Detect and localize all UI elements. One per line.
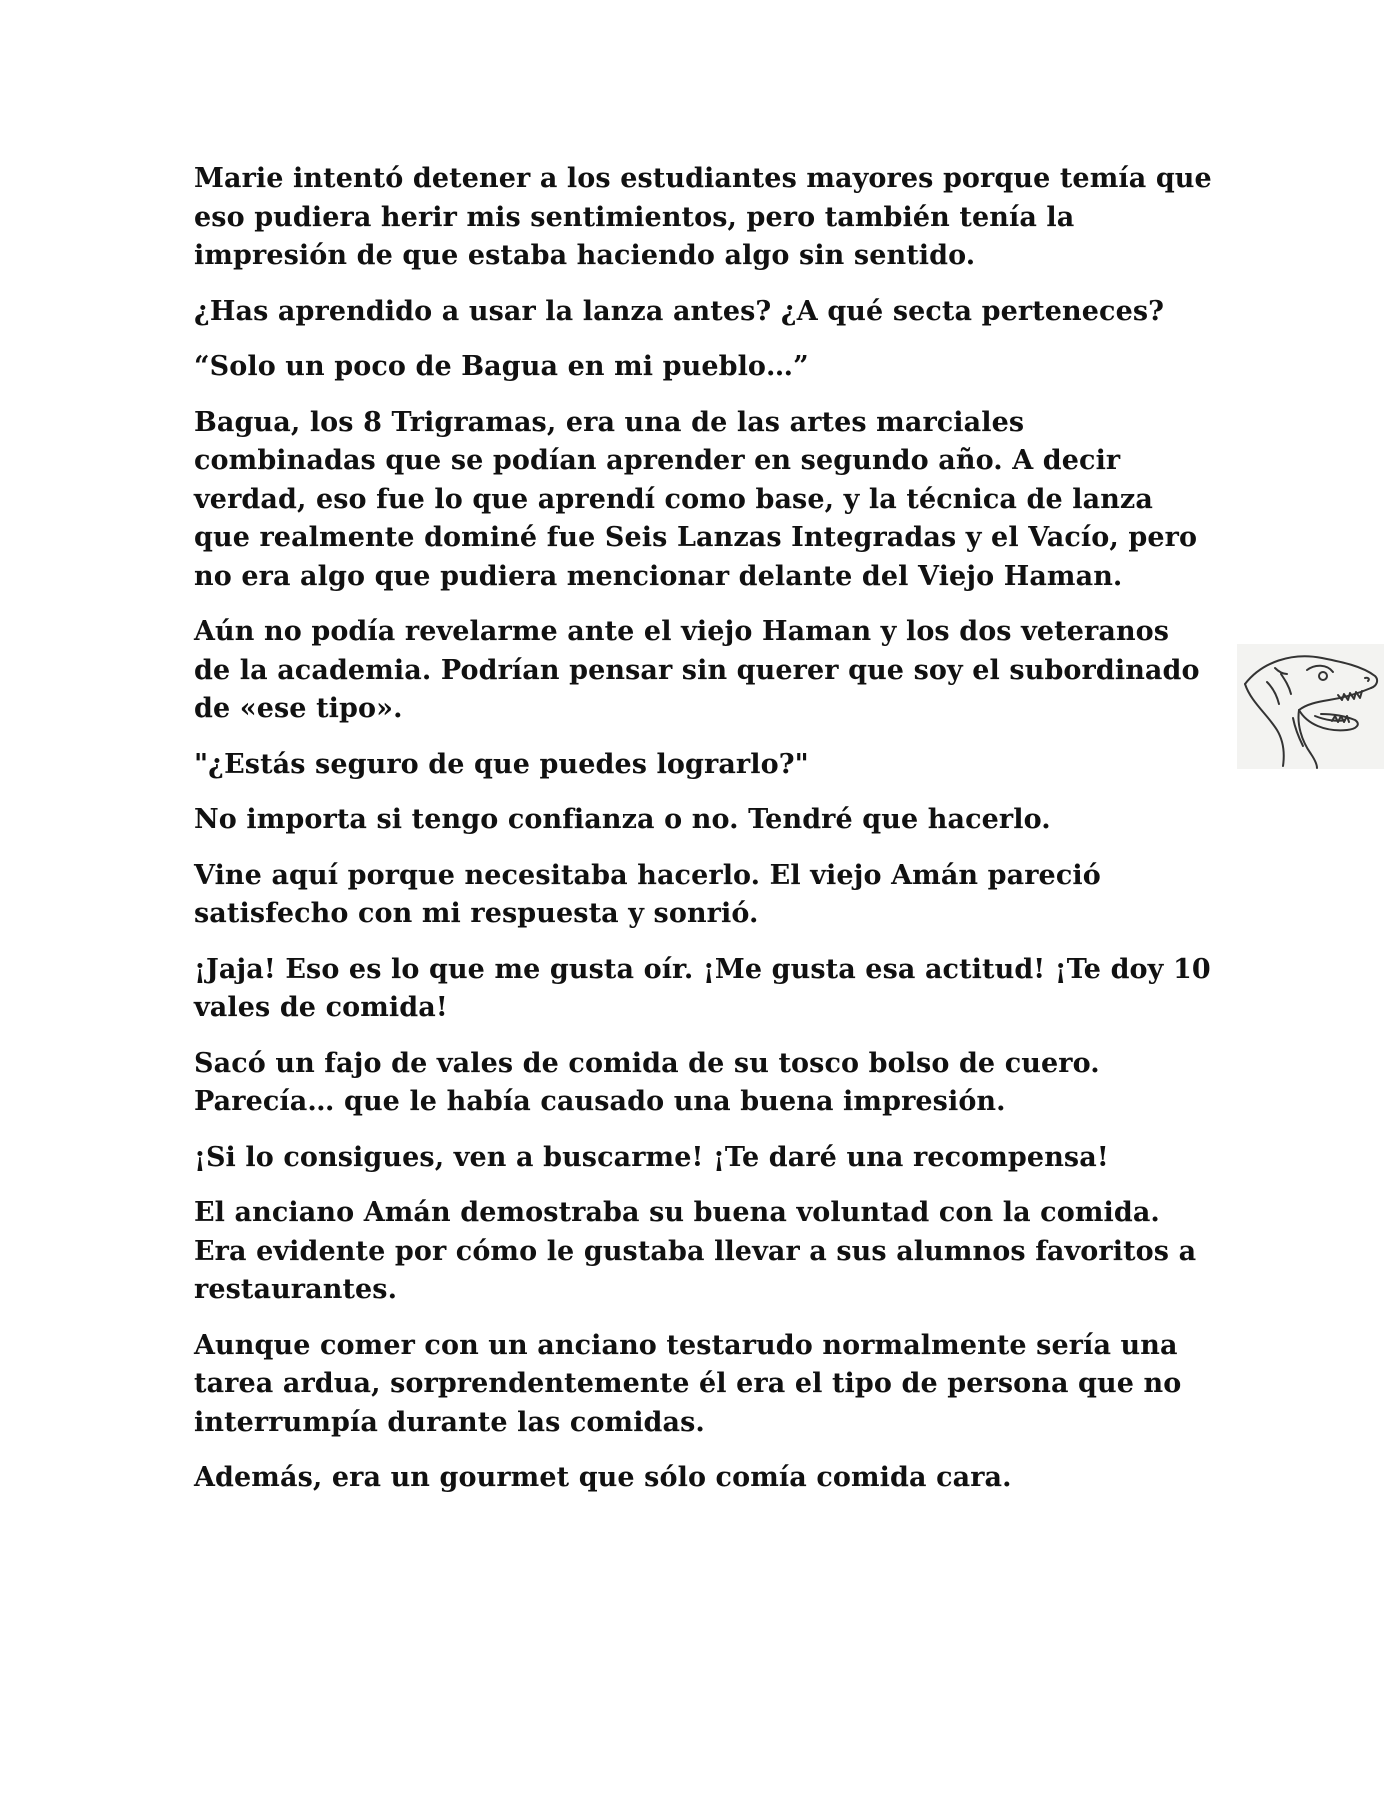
paragraph: Marie intentó detener a los estudiantes mayores porque temía que eso pudiera herir mis sentimientos, pero también tenía la impresión de que estaba haciendo algo sin sentido. xyxy=(194,163,1212,271)
paragraph: “Solo un poco de Bagua en mi pueblo…” xyxy=(194,351,809,382)
paragraph: "¿Estás seguro de que puedes lograrlo?" xyxy=(194,748,809,780)
paragraph: Vine aquí porque necesitaba hacerlo. El viejo Amán pareció satisfecho con mi respuesta y sonrió. xyxy=(194,859,1101,929)
paragraph: Aún no podía revelarme ante el viejo Haman y los dos veteranos de la academia. Podrían pensar sin querer que soy el subordinado de «ese tipo». xyxy=(194,616,1200,724)
paragraph: ¡Si lo consigues, ven a buscarme! ¡Te daré una recompensa! xyxy=(194,1141,1109,1173)
text-body xyxy=(194,160,1214,1515)
paragraph: Bagua, los 8 Trigramas, era una de las artes marciales combinadas que se podían aprender en segundo año. A decir verdad, eso fue lo que aprendí como base, y la técnica de lanza que realmente dominé fue Seis Lanzas Integradas y el Vacío, pero no era algo que pudiera mencionar delante del Viejo Haman. xyxy=(194,406,1198,592)
paragraph: ¿Has aprendido a usar la lanza antes? ¿A qué secta perteneces? xyxy=(194,295,1165,327)
paragraph: Además, era un gourmet que sólo comía comida cara. xyxy=(194,1462,1012,1493)
paragraph: El anciano Amán demostraba su buena voluntad con la comida. Era evidente por cómo le gustaba llevar a sus alumnos favoritos a restaurantes. xyxy=(194,1197,1197,1305)
paragraph: Aunque comer con un anciano testarudo normalmente sería una tarea ardua, sorprendentemente él era el tipo de persona que no interrumpía durante las comidas. xyxy=(194,1329,1182,1438)
paragraph: ¡Jaja! Eso es lo que me gusta oír. ¡Me gusta esa actitud! ¡Te doy 10 vales de comida! xyxy=(194,953,1211,1023)
paragraph: No importa si tengo confianza o no. Tendré que hacerlo. xyxy=(194,804,1051,835)
dinosaur-head-icon xyxy=(1237,644,1384,769)
paragraph: Sacó un fajo de vales de comida de su tosco bolso de cuero. Parecía… que le había causado una buena impresión. xyxy=(194,1047,1100,1117)
